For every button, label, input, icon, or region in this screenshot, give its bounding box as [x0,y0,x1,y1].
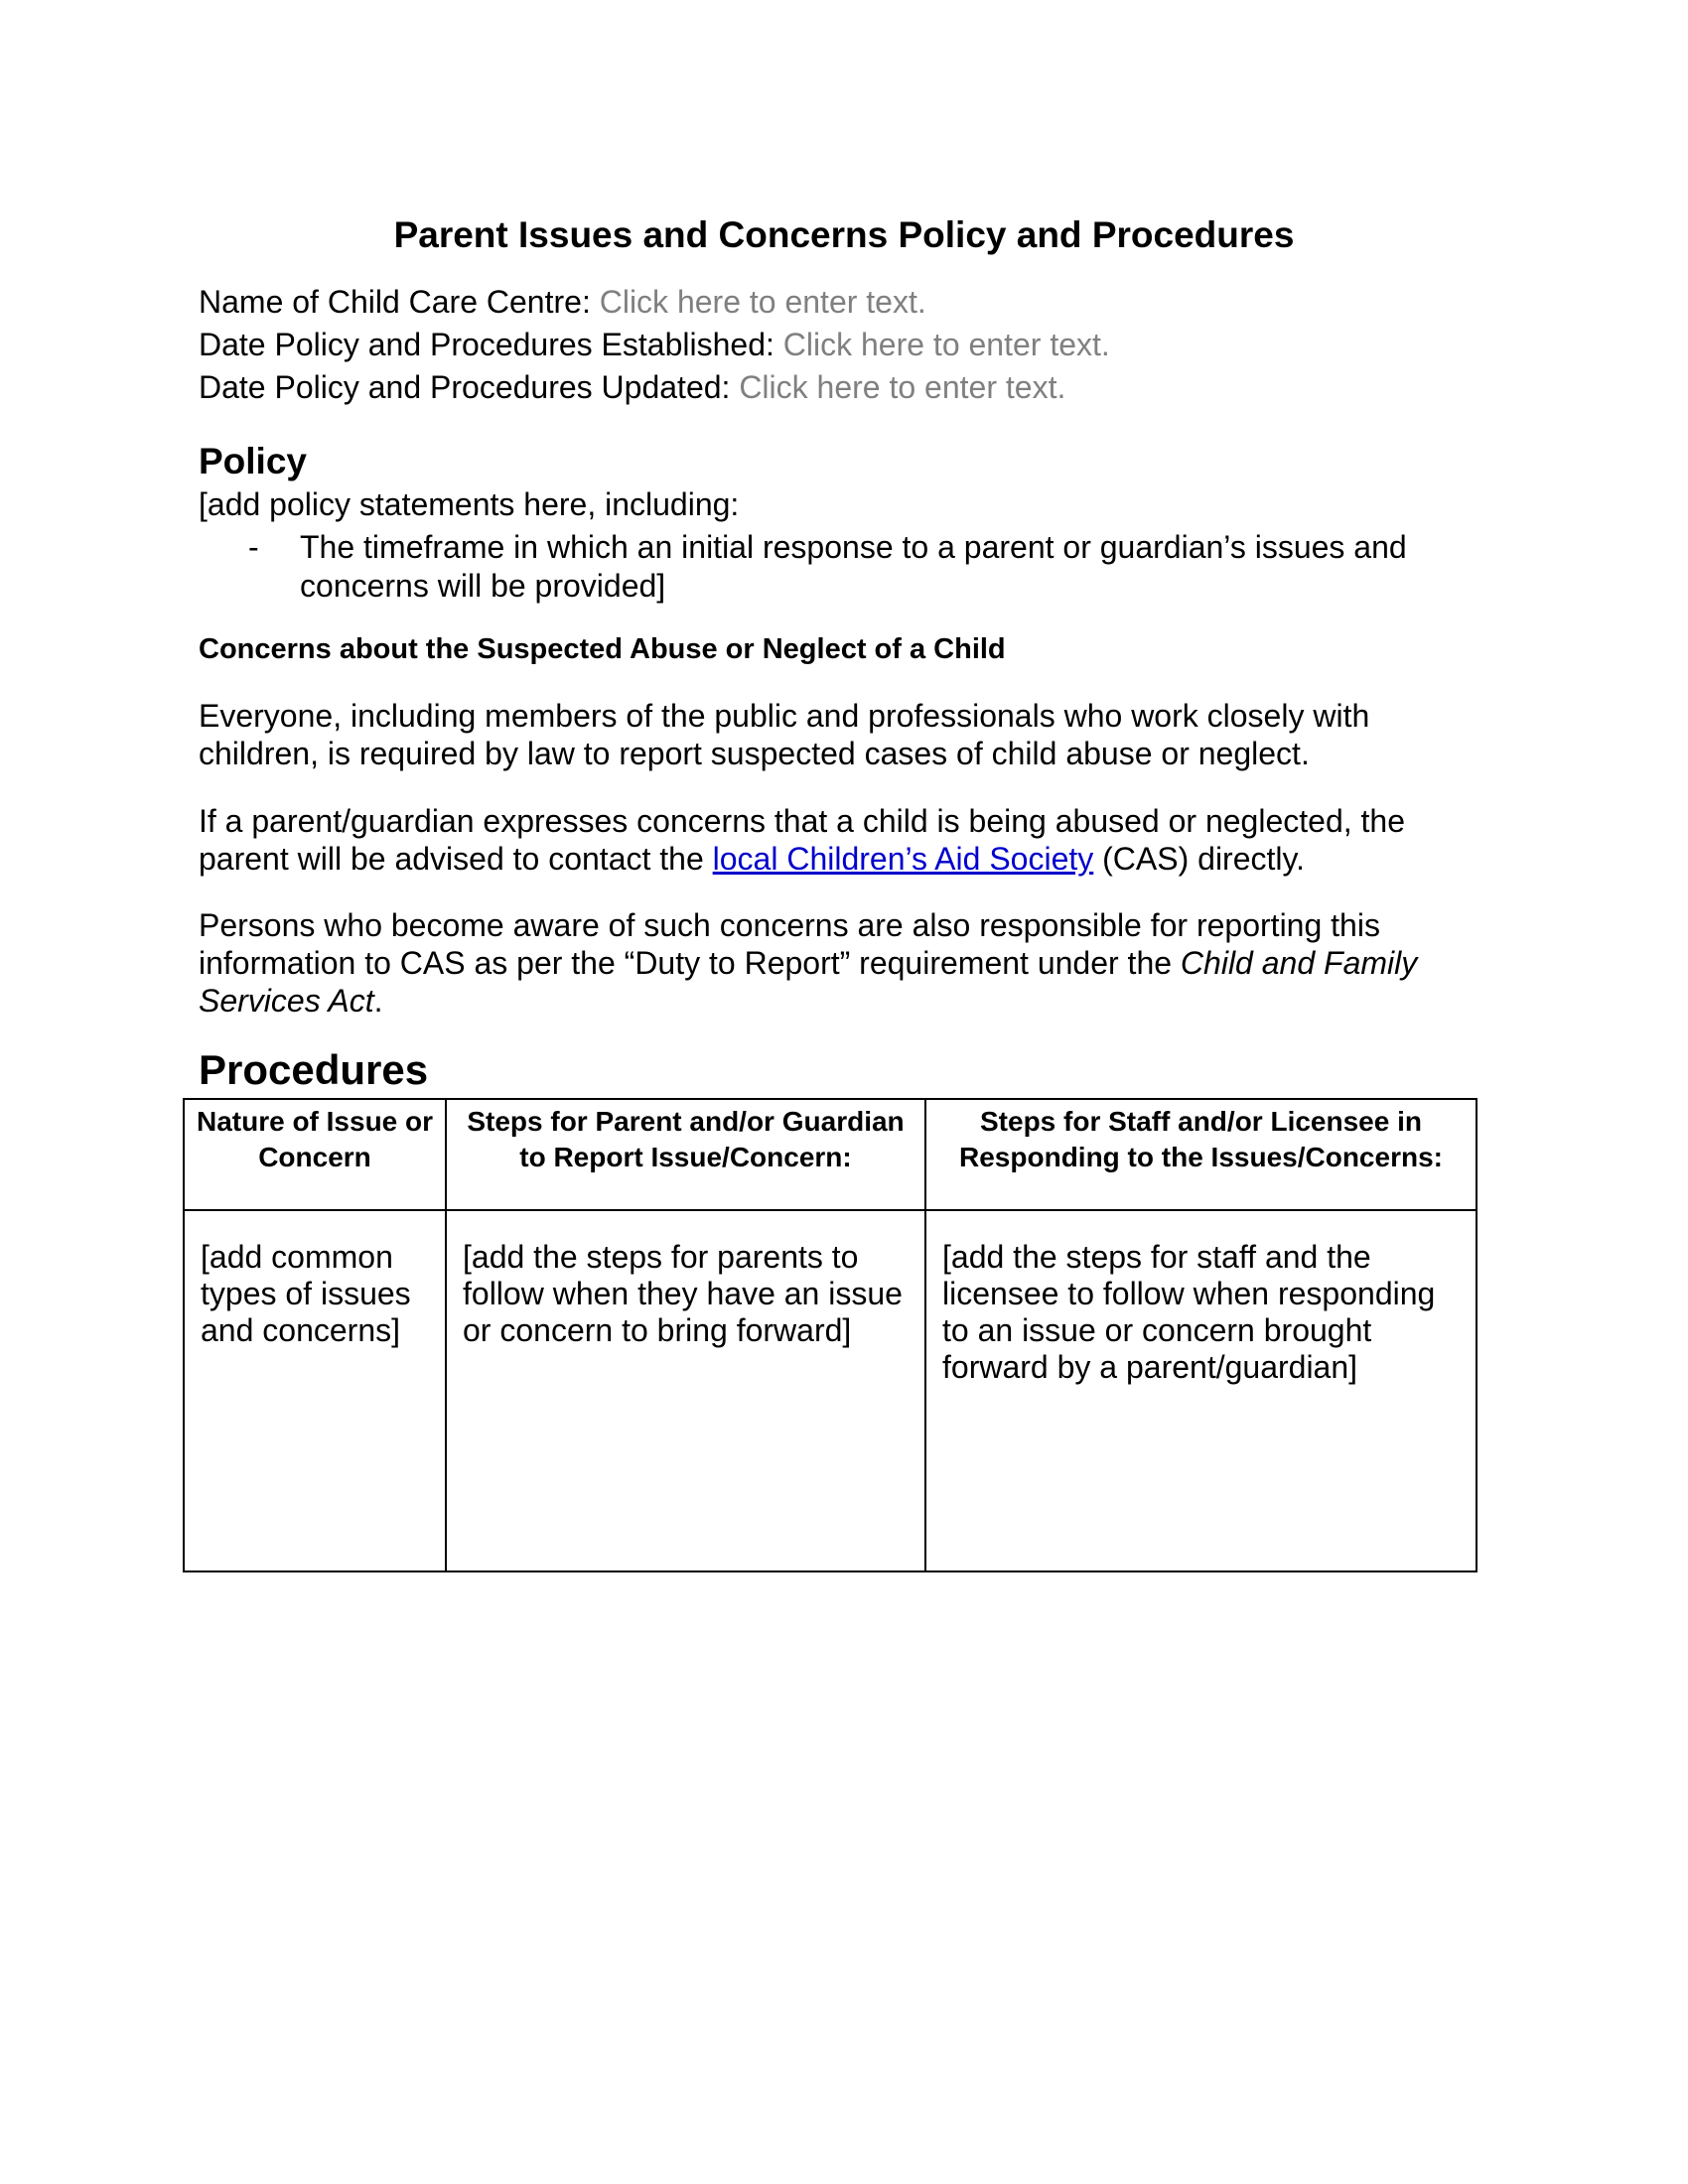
paragraph-duty-line-1: Everyone, including members of the public and professionals who work closely with [199,698,1370,734]
text: information to CAS as per the “Duty to Report” requirement under the [199,945,1181,981]
abuse-section-heading: Concerns about the Suspected Abuse or Neglect of a Child [199,633,1006,665]
policy-heading: Policy [199,441,307,481]
date-updated-input[interactable]: Click here to enter text. [739,369,1066,405]
bullet-marker: - [248,529,259,565]
act-name: Child and Family [1180,945,1418,981]
paragraph-report-line-3 [199,982,383,1020]
cell-parent-steps[interactable]: [add the steps for parents to follow when they have an issue or concern to bring forward] [446,1210,925,1571]
paragraph-parent-line-1: If a parent/guardian expresses concerns that a child is being abused or neglected, the [199,803,1405,839]
act-name: Services Act [199,983,374,1019]
paragraph-report-line-2 [199,944,1417,982]
date-established-input[interactable]: Click here to enter text. [782,327,1110,362]
cas-link[interactable]: local Children’s Aid Society [712,841,1094,877]
field-centre-name [199,281,926,324]
column-header-staff-steps: Steps for Staff and/or Licensee in Responding to the Issues/Concerns: [925,1099,1477,1210]
column-header-nature: Nature of Issue or Concern [184,1099,446,1210]
procedures-heading: Procedures [199,1046,429,1093]
policy-bullet-text: The timeframe in which an initial response to a parent or guardian’s issues and concerns will be provided] [300,529,1407,604]
text: (CAS) directly. [1093,841,1306,877]
centre-name-input[interactable]: Click here to enter text. [599,284,926,320]
text: . [373,983,383,1019]
paragraph-report-line-1: Persons who become aware of such concerns are also responsible for reporting this [199,907,1380,943]
text: parent will be advised to contact the [199,841,713,877]
document-title: Parent Issues and Concerns Policy and Procedures [393,214,1295,255]
paragraph-parent-line-2 [199,840,1305,878]
column-header-parent-steps: Steps for Parent and/or Guardian to Report Issue/Concern: [446,1099,925,1210]
paragraph-duty-line-2: children, is required by law to report suspected cases of child abuse or neglect. [199,736,1310,771]
field-label: Name of Child Care Centre: [199,284,591,320]
field-date-established [199,324,1110,366]
table-header-row [184,1099,1477,1210]
cell-nature[interactable]: [add common types of issues and concerns] [184,1210,446,1571]
cell-staff-steps[interactable]: [add the steps for staff and the licensee to follow when responding to an issue or concern brought forward by a parent/guardian] [925,1210,1477,1571]
field-label: Date Policy and Procedures Updated: [199,369,731,405]
policy-intro: [add policy statements here, including: [199,486,740,522]
field-date-updated [199,366,1065,409]
procedures-table [183,1098,1477,1572]
table-row [184,1210,1477,1571]
field-label: Date Policy and Procedures Established: [199,327,774,362]
